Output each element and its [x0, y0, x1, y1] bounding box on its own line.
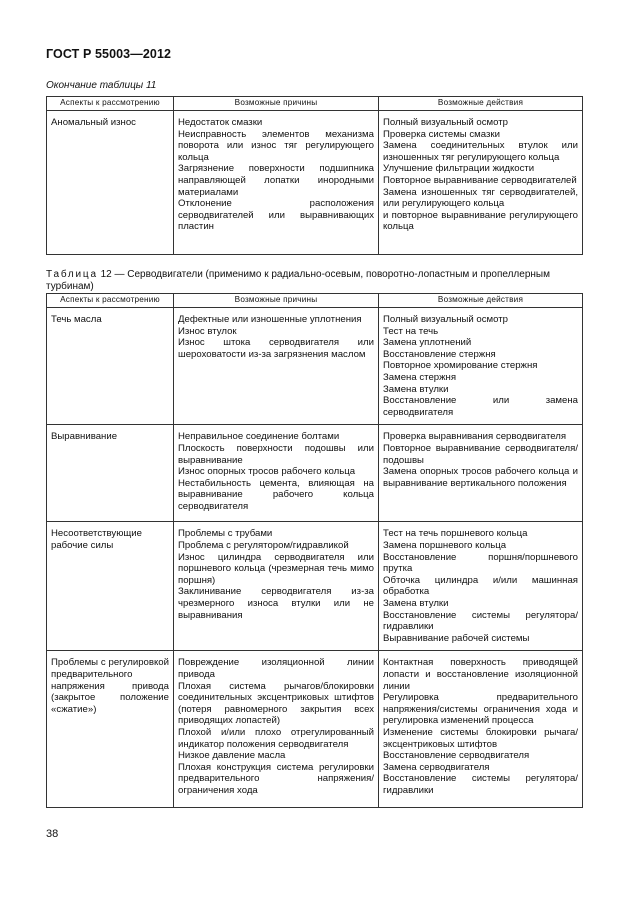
aspect-cell	[47, 308, 174, 425]
causes-cell	[174, 308, 379, 425]
actions-cell	[379, 522, 583, 651]
cell-line: Тест на течь поршневого кольца	[383, 528, 528, 540]
cell-line: Отклонение расположения серводвигателей или выравнивающих пластин	[178, 198, 374, 233]
cell-line: Замена изношенных тяг серводвигателей, или регулирующего кольца	[383, 186, 578, 210]
cell-line: Полный визуальный осмотр	[383, 117, 509, 128]
aspect-cell	[47, 111, 174, 255]
cell-line: Проверка системы смазки	[383, 128, 500, 140]
column-header-actions: Возможные действия	[379, 294, 583, 308]
cell-line: Износ втулок	[178, 325, 237, 337]
cell-line: Повторное выравнивание серводвигателей	[383, 174, 577, 186]
aspect-cell	[47, 425, 174, 522]
aspect-cell	[47, 651, 174, 808]
table-row	[47, 425, 583, 522]
table-row	[47, 651, 583, 808]
cell-line: Обточка цилиндра и/или машинная обработка	[383, 574, 578, 598]
table12-caption-text: 12 — Серводвигатели (применимо к радиально-осевым, поворотно-лопастным и пропеллерным турбинам)	[46, 269, 550, 292]
cell-line: Несоответствующие рабочие силы	[51, 528, 142, 551]
cell-line: Заклинивание серводвигателя из-за чрезмерного износа втулки или не выравнивания	[178, 586, 374, 621]
causes-cell	[174, 651, 379, 808]
causes-cell	[174, 425, 379, 522]
page-number: 38	[46, 828, 59, 840]
cell-line: Контактная поверхность приводящей лопасти и восстановление изоляционной линии	[383, 657, 578, 692]
cell-line: и повторное выравнивание регулирующего кольца	[383, 209, 578, 233]
table-row	[47, 522, 583, 651]
aspect-cell	[47, 522, 174, 651]
cell-line: Замена уплотнений	[383, 337, 472, 349]
causes-cell	[174, 111, 379, 255]
standard-header: ГОСТ Р 55003—2012	[46, 47, 172, 61]
cell-line: Проблема с регулятором/гидравликой	[178, 539, 349, 551]
cell-line: Полный визуальный осмотр	[383, 314, 509, 325]
cell-line: Замена опорных тросов рабочего кольца и выравнивание вертикального положения	[383, 466, 578, 489]
cell-line: Восстановление или замена серводвигателя	[383, 395, 578, 418]
cell-line: Неправильное соединение болтами	[178, 431, 340, 443]
cell-line: Выравнивание	[51, 431, 118, 443]
cell-line: Плохая конструкция система регулировки предварительного напряжения/ограничения хода	[178, 761, 374, 796]
table-header-row	[47, 294, 583, 308]
actions-cell	[379, 111, 583, 255]
cell-line: Дефектные или изношенные уплотнения	[178, 314, 362, 325]
cell-line: Замена соединительных втулок или изношенных тяг регулирующего кольца	[383, 140, 578, 163]
column-header-aspects: Аспекты к рассмотрению	[47, 97, 174, 111]
cell-line: Замена стержня	[383, 371, 457, 383]
column-header-causes: Возможные причины	[174, 294, 379, 308]
cell-line: Износ штока серводвигателя или шероховатости из-за загрязнения маслом	[178, 337, 374, 360]
cell-line: Плохая система рычагов/блокировки соединительных эксцентриковых штифтов (потеря равномерного закрытия всех приводящих лопастей)	[178, 680, 374, 727]
table-11	[46, 96, 583, 255]
table12-caption-label: Таблица	[46, 269, 98, 280]
table-header-row	[47, 97, 583, 111]
cell-line: Недостаток смазки	[178, 117, 263, 128]
actions-cell	[379, 425, 583, 522]
cell-line: Восстановление системы регулятора/гидравлики	[383, 773, 578, 796]
cell-line: Выравнивание рабочей системы	[383, 632, 530, 644]
cell-line: Проверка выравнивания серводвигателя	[383, 431, 567, 443]
cell-line: Неисправность элементов механизма поворота или износ тяг регулирующего кольца	[178, 128, 374, 163]
cell-line: Течь масла	[51, 314, 102, 325]
causes-cell	[174, 522, 379, 651]
cell-line: Замена втулки	[383, 383, 449, 395]
cell-line: Повторное выравнивание серводвигателя/подошвы	[383, 442, 578, 466]
column-header-actions: Возможные действия	[379, 97, 583, 111]
cell-line: Нестабильность цемента, влияющая на выравнивание рабочего кольца серводвигателя	[178, 477, 374, 512]
cell-line: Замена поршневого кольца	[383, 539, 507, 551]
cell-line: Восстановление поршня/поршневого прутка	[383, 551, 578, 575]
table-row	[47, 308, 583, 425]
cell-line: Восстановление системы регулятора/гидравлики	[383, 609, 578, 633]
cell-line: Регулировка предварительного напряжения/системы ограничения хода и регулировка изменений процесса	[383, 692, 578, 727]
cell-line: Проблемы с трубами	[178, 528, 273, 540]
cell-line: Низкое давление масла	[178, 750, 286, 762]
actions-cell	[379, 651, 583, 808]
cell-line: Замена серводвигателя	[383, 761, 490, 773]
table11-caption: Окончание таблицы 11	[46, 80, 157, 91]
cell-line: Замена втулки	[383, 597, 449, 609]
cell-line: Износ опорных тросов рабочего кольца	[178, 466, 356, 478]
cell-line: Износ цилиндра серводвигателя или поршневого кольца (чрезмерная течь мимо поршня)	[178, 551, 374, 586]
cell-line: Проблемы с регулировкой предварительного напряжения привода (закрытое положение «сжатие»)	[51, 657, 169, 715]
cell-line: Загрязнение поверхности подшипника направляющей лопатки инородными материалами	[178, 163, 374, 198]
table12-caption	[46, 269, 582, 292]
table-row	[47, 111, 583, 255]
column-header-causes: Возможные причины	[174, 97, 379, 111]
column-header-aspects: Аспекты к рассмотрению	[47, 294, 174, 308]
cell-line: Восстановление серводвигателя	[383, 750, 530, 762]
cell-line: Изменение системы блокировки рычага/эксцентриковых штифтов	[383, 726, 578, 750]
table-12	[46, 293, 583, 808]
cell-line: Плохой и/или плохо отрегулированный индикатор положения серводвигателя	[178, 726, 374, 750]
cell-line: Повторное хромирование стержня	[383, 360, 538, 372]
cell-line: Повреждение изоляционной линии привода	[178, 657, 374, 680]
cell-line: Плоскость поверхности подошвы или выравнивание	[178, 442, 374, 466]
cell-line: Восстановление стержня	[383, 348, 496, 360]
actions-cell	[379, 308, 583, 425]
cell-line: Тест на течь	[383, 325, 439, 337]
cell-line: Улучшение фильтрации жидкости	[383, 163, 535, 175]
cell-line: Аномальный износ	[51, 117, 136, 128]
